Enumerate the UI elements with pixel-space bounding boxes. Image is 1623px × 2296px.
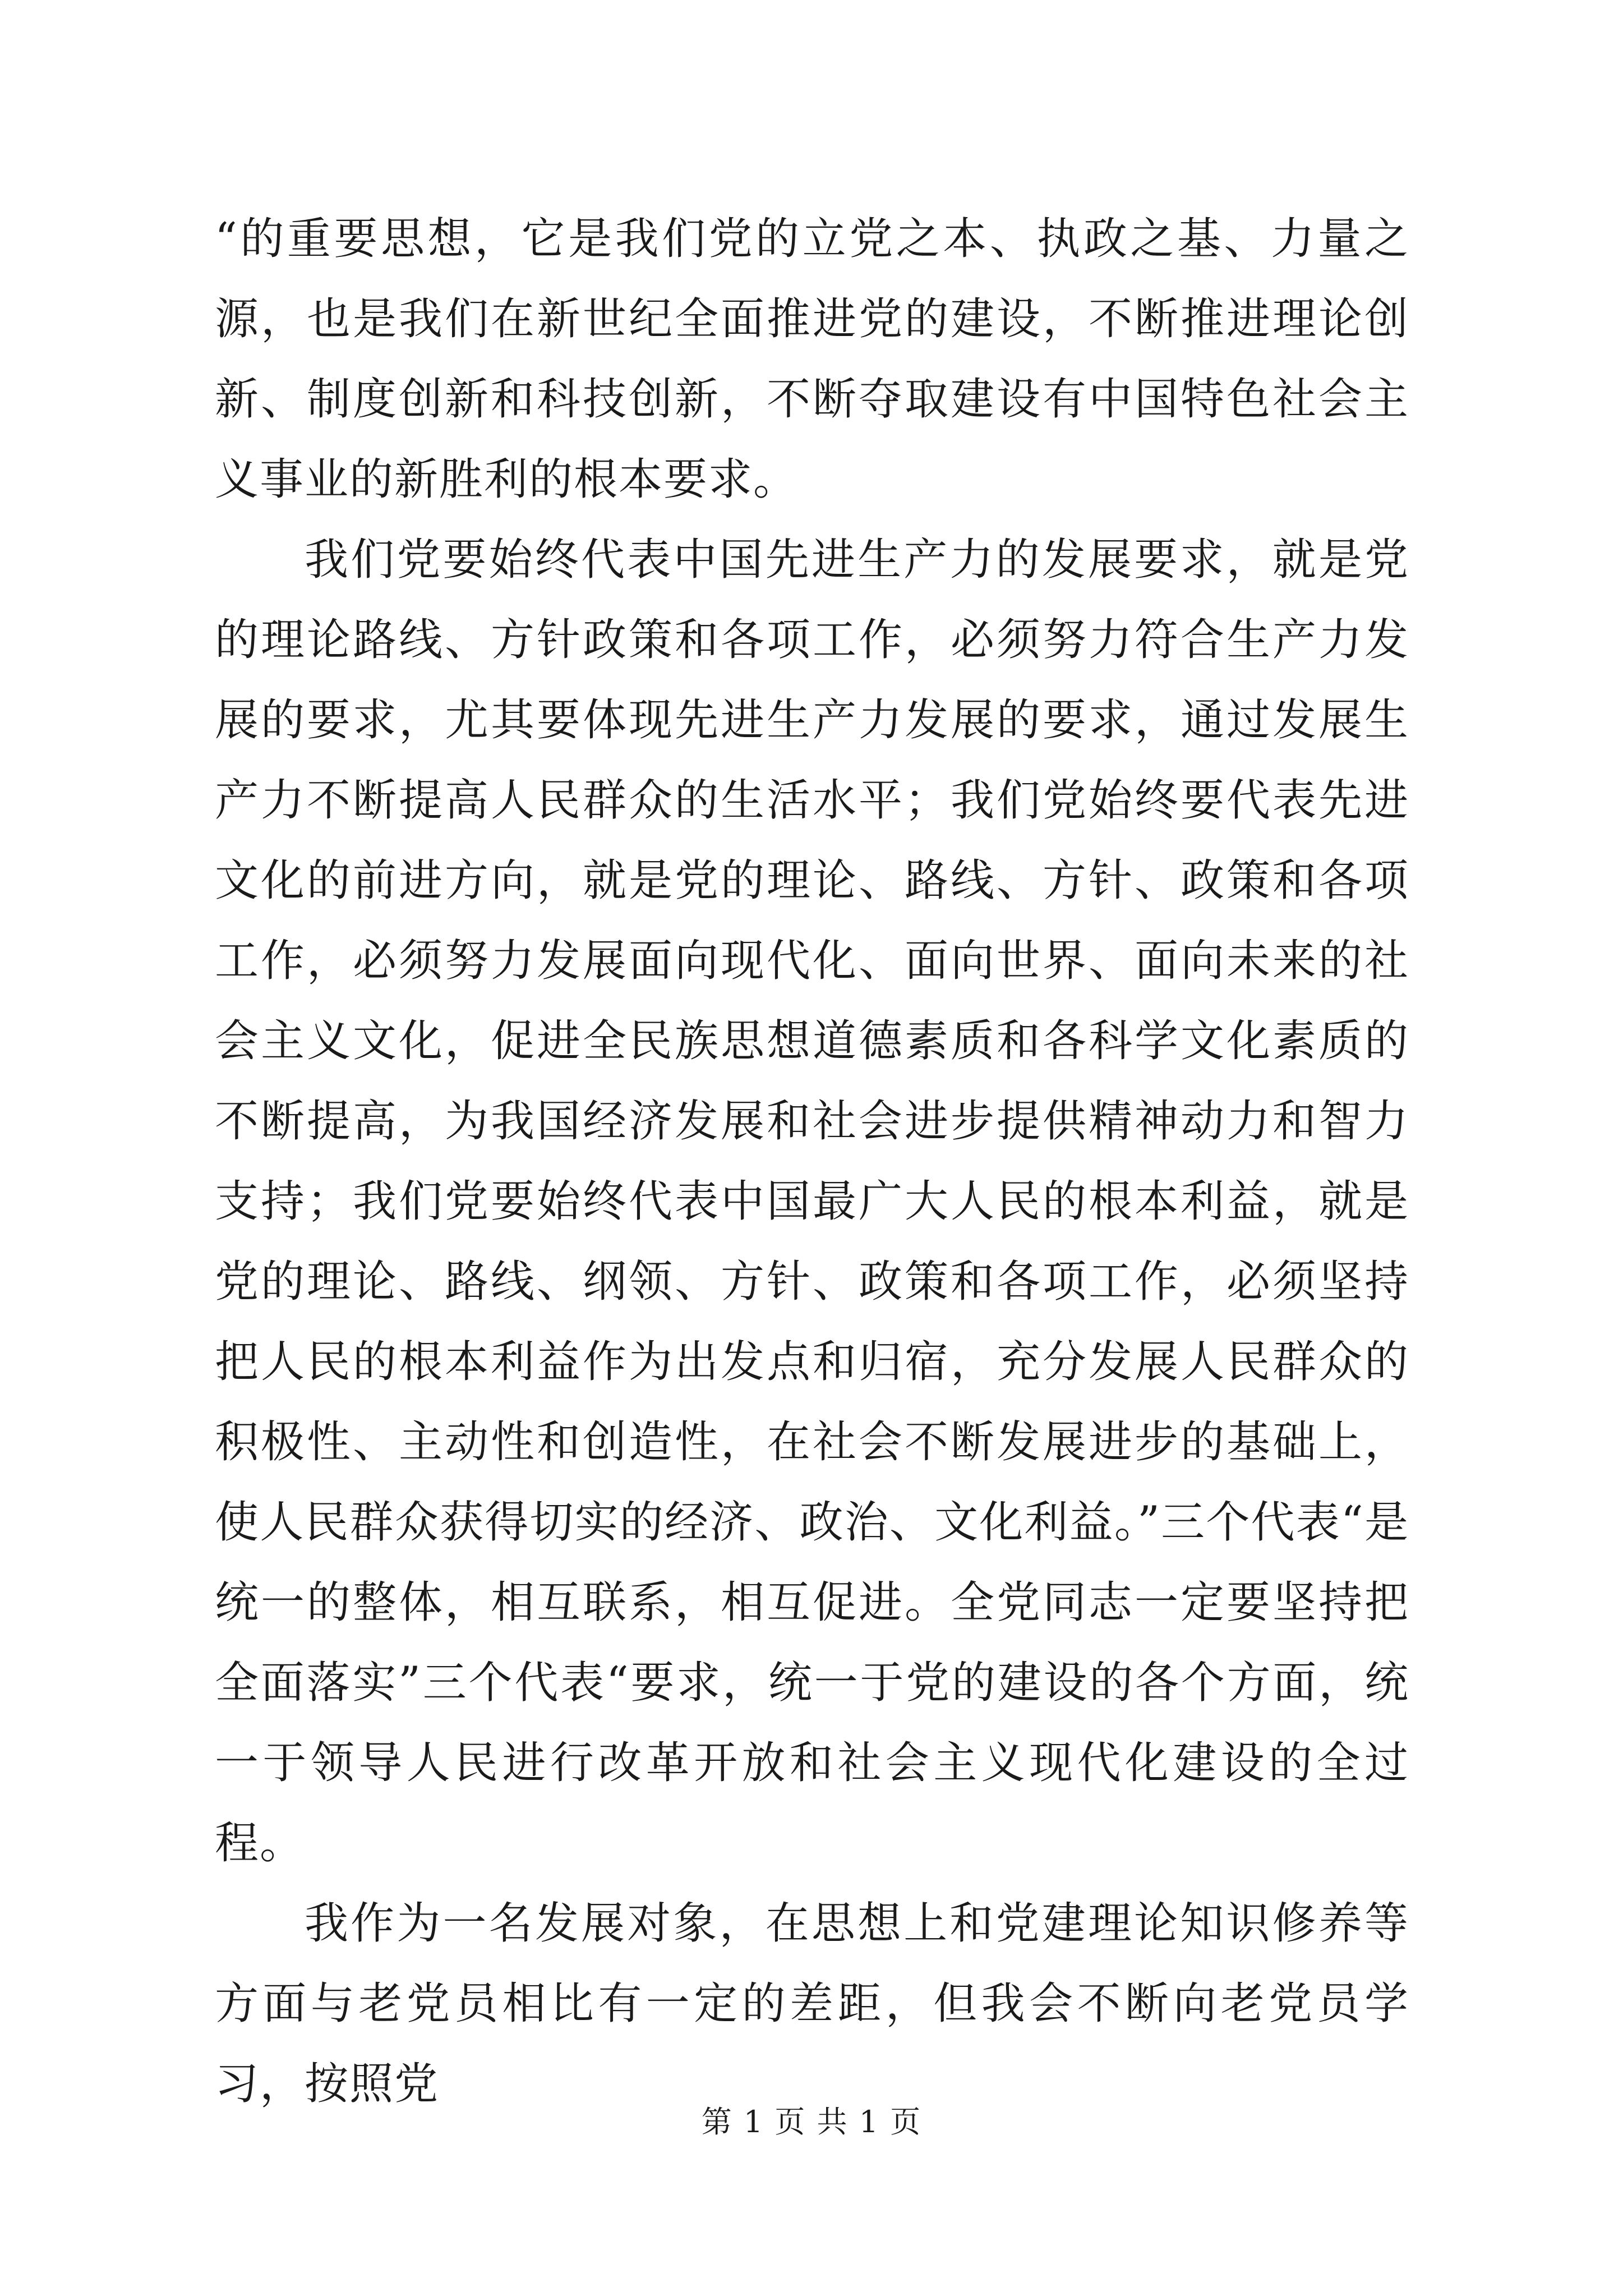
page-number-footer: 第 1 页 共 1 页 <box>701 2104 922 2139</box>
paragraph-3: 我作为一名发展对象，在思想上和党建理论知识修养等方面与老党员相比有一定的差距，但我会不断向老党员学习，按照党 <box>215 1898 1409 2109</box>
paragraph-1: “的重要思想，它是我们党的立党之本、执政之基、力量之源，也是我们在新世纪全面推进党的建设，不断推进理论创新、制度创新和科技创新，不断夺取建设有中国特色社会主义事业的新胜利的根本要求。 <box>215 214 1409 505</box>
paragraph-2: 我们党要始终代表中国先进生产力的发展要求，就是党的理论路线、方针政策和各项工作，必须努力符合生产力发展的要求，尤其要体现先进生产力发展的要求，通过发展生产力不断提高人民群众的生活水平；我们党始终要代表先进文化的前进方向，就是党的理论、路线、方针、政策和各项工作，必须努力发展面向现代化、面向世界、面向未来的社会主义文化，促进全民族思想道德素质和各科学文化素质的不断提高，为我国经济发展和社会进步提供精神动力和智力支持；我们党要始终代表中国最广大人民的根本利益，就是党的理论、路线、纲领、方针、政策和各项工作，必须坚持把人民的根本利益作为出发点和归宿，充分发展人民群众的积极性、主动性和创造性，在社会不断发展进步的基础上，使人民群众获得切实的经济、政治、文化利益。”三个代表“是统一的整体，相互联系，相互促进。全党同志一定要坚持把全面落实”三个代表“要求，统一于党的建设的各个方面，统一于领导人民进行改革开放和社会主义现代化建设的全过程。 <box>215 535 1409 1869</box>
document-body <box>215 199 1409 2124</box>
